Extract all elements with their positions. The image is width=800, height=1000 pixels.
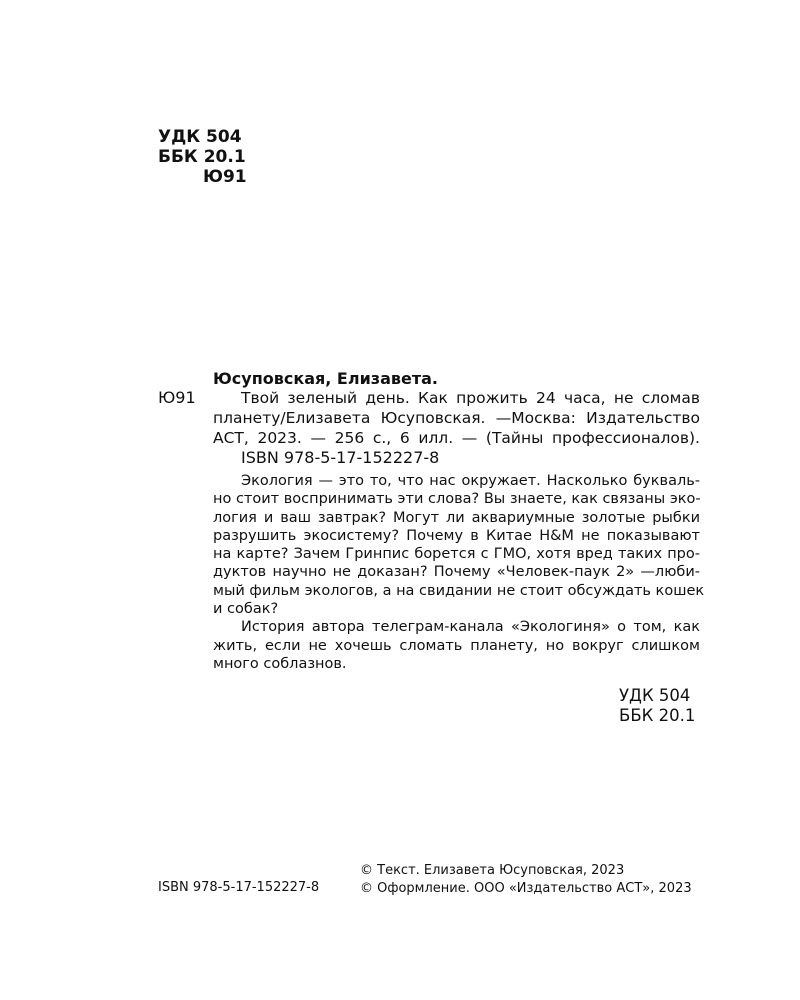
annotation-line: Экология — это то, что нас окружает. Насколько букваль- [241, 473, 700, 489]
copyright-block [360, 862, 692, 898]
top-classification-block [158, 127, 247, 187]
bib-author-code: Ю91 [158, 388, 196, 407]
footer-isbn: ISBN 978-5-17-152227-8 [158, 880, 320, 895]
bib-line: Твой зеленый день. Как прожить 24 часа, не сломав [241, 389, 700, 407]
copyright-design: © Оформление. ООО «Издательство АСТ», 2023 [360, 881, 692, 896]
annotation-line: разрушить экосистему? Почему в Китае H&M не показывают [213, 527, 700, 544]
bbk-code: ББК 20.1 [158, 147, 246, 167]
bottom-classification-block [619, 686, 695, 726]
annotation-line: много соблазнов. [213, 655, 347, 672]
annotation-line: жить, если не хочешь сломать планету, но вокруг слишком [213, 637, 700, 654]
bib-author: Юсуповская, Елизавета. [213, 369, 439, 388]
annotation-line: на карте? Зачем Гринпис борется с ГМО, хотя вред таких про- [213, 546, 700, 563]
annotation-line: История автора телеграм-канала «Экологиня» о том, как [241, 619, 700, 636]
bib-description [213, 388, 700, 448]
bib-line: АСТ, 2023. — 256 с., 6 илл. — (Тайны профессионалов). [213, 429, 700, 447]
bbk-code-bottom: ББК 20.1 [619, 706, 696, 725]
udk-code-bottom: УДК 504 [619, 686, 691, 705]
bib-line: планету/Елизавета Юсуповская. —Москва: Издательство [213, 409, 700, 427]
annotation-line: мый фильм экологов, а на свидании не стоит обсуждать кошек [213, 582, 705, 599]
annotation-line: но стоит воспринимать эти слова? Вы знаете, как связаны эко- [213, 491, 701, 508]
annotation [213, 472, 705, 673]
annotation-line: дуктов научно не доказан? Почему «Человек-паук 2» —люби- [213, 564, 700, 581]
bib-isbn: ISBN 978-5-17-152227-8 [241, 448, 440, 467]
author-sign-code: Ю91 [203, 167, 247, 187]
udk-code: УДК 504 [158, 127, 242, 147]
annotation-line: и собак? [213, 601, 279, 618]
copyright-text: © Текст. Елизавета Юсуповская, 2023 [360, 863, 625, 878]
annotation-line: логия и ваш завтрак? Могут ли аквариумные золотые рыбки [213, 509, 700, 526]
